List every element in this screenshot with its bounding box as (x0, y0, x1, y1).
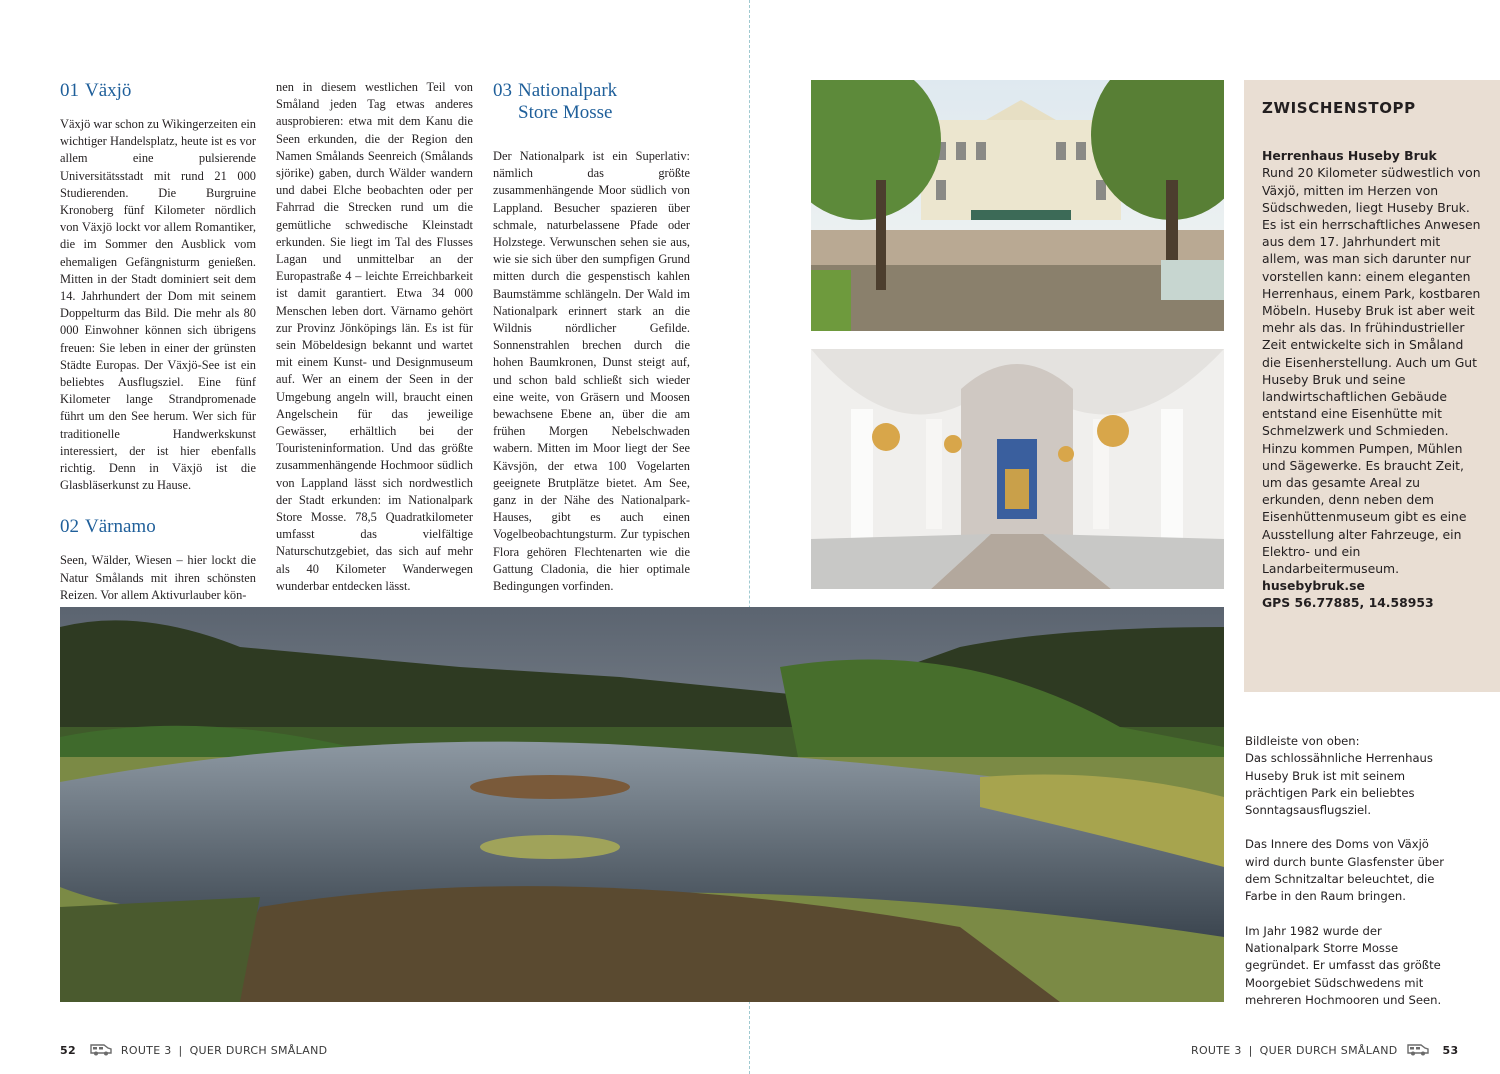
text-varnamo-start: Seen, Wälder, Wiesen – hier lockt die Natur Smålands mit ihren schönsten Reizen. Vor allem Aktivurlauber kön- (60, 553, 256, 602)
text-varnamo-cont: nen in diesem westlichen Teil von Småland jeden Tag etwas anderes ausprobieren: etwa mit dem Kanu die Seen erkunden, die der Region den Namen Smålands Seenreich (Smålands sjörike) gaben, durch Wälder wandern und dabei Elche beobachten oder per Fahrrad die Strecken rund um die gemütliche schwedische Kleinstadt erkunden. Sie liegt im Tal des Flusses Lagan und unmittelbar an der Europastraße 4 – leichte Erreichbarkeit ist damit garantiert. Etwa 34 000 Menschen leben dort. Värnamo gehört zur Provinz Jönköpings län. Es ist für sein Möbeldesign bekannt und wartet mit einem Kunst- und Designmuseum auf. Wer an einem der Seen in der Umgebung angeln will, braucht einen Angelschein für das jeweilige Gewässer, erhältlich bei der Touristeninformation. Und das größte zusammenhängende Hochmoor südlich von Lappland lässt sich nordwestlich der Stadt erkunden: im Nationalpark Store Mosse. 78,5 Quadratkilometer umfasst das vielfältige Naturschutzgebiet, das sich auf mehr als 40 Kilometer Wanderwegen wunderbar entdecken lässt. (276, 80, 473, 593)
zwischenstopp-gps: GPS 56.77885, 14.58953 (1262, 595, 1434, 611)
text-vaxjo: Växjö war schon zu Wikingerzeiten ein wichtiger Handelsplatz, heute ist es vor allem eine pulsierende Universitätsstadt mit rund 21 000 Studierenden. Die Burgruine Kronoberg fünf Kilometer nördlich von Växjö lockt vor allem Romantiker, die im Sommer den Ausblick vom ehemaligen Gefängnisturm genießen. Mitten in der Stadt dominiert seit dem 14. Jahrhundert der Dom mit seinem Doppelturm das Bild. Die mehr als 80 000 Einwohner können sich übrigens freuen: Sie leben in einer der grünsten Städte Europas. Der Växjö-See ist ein beliebtes Ausflugsziel. Eine fünf Kilometer lange Strandpromenade führt um den See herum. Wer sich für traditionelle Handwerkskunst interessiert, der ist hier ebenfalls richtig. Denn in Växjö ist die Glasbläserkunst zu Hause. (60, 117, 256, 493)
footer-separator: | (178, 1044, 183, 1057)
column-vaxjo (60, 80, 256, 604)
heading-varnamo (60, 516, 256, 538)
zwischenstopp-title: ZWISCHENSTOPP (1262, 99, 1416, 117)
page-number: 53 (1442, 1044, 1459, 1057)
camper-van-icon (90, 1042, 112, 1059)
page-number: 52 (60, 1044, 76, 1057)
heading-number: 02 (60, 516, 79, 538)
photo-cathedral-interior (811, 349, 1224, 589)
zwischenstopp-content (1262, 100, 1482, 612)
caption-manor: Das schlossähnliche Herrenhaus Huseby Bruk ist mit seinem prächtigen Park ein beliebtes Sonntagsausflugsziel. (1245, 751, 1433, 818)
footer-right (1191, 1042, 1458, 1059)
column-store-mosse (493, 80, 690, 595)
heading-title-line1: Nationalpark (518, 80, 618, 101)
footer-route: ROUTE 3 (1191, 1044, 1242, 1057)
heading-store-mosse (493, 80, 690, 124)
zwischenstopp-text: Rund 20 Kilometer südwestlich von Växjö, mitten im Herzen von Südschweden, liegt Huseby Bruk. Es ist ein herrschaftliches Anwesen aus dem 17. Jahrhundert mit allem, was man sich darunter nur vorstellen kann: einem eleganten Herrenhaus, einem Park, kostbaren Möbeln. Huseby Bruk ist aber weit mehr als das. In frühindustrieller Zeit entwickelte sich in Småland die Eisenherstellung. Auch um Gut Huseby Bruk und seine landwirtschaftlichen Gebäude entstand eine Eisenhütte mit Schmelzwerk und Schmieden. Hinzu kommen Pumpen, Mühlen und Sägewerke. Es braucht Zeit, um das gesamte Areal zu erkunden, denn neben dem Eisenhüttenmuseum gibt es eine Ausstellung alter Fahrzeuge, ein Elektro- und ein Landarbeitermuseum. (1262, 165, 1481, 577)
footer-title: QUER DURCH SMÅLAND (189, 1044, 328, 1057)
zwischenstopp-subtitle: Herrenhaus Huseby Bruk (1262, 148, 1437, 164)
camper-van-icon (1407, 1042, 1429, 1059)
heading-number: 03 (493, 80, 512, 101)
photo-store-mosse-landscape (60, 607, 1224, 1002)
footer-left (60, 1042, 327, 1059)
text-store-mosse: Der Nationalpark ist ein Superlativ: nämlich das größte zusammenhängende Moor südlich von Lappland. Besucher spazieren über schmale, naturbelassene Pfade oder Holzstege. Verwunschen sehen sie aus, wie sie sich über den sumpfigen Grund mitten durch die gespenstisch kahlen Baumstämme schlängeln. Der Wald im Nationalpark erinnert stark an die Wildnis nördlicher Gefilde. Sonnenstrahlen brechen durch die hohen Baumkronen, Dunst steigt auf, und schon bald schließt sich wieder eine weite, von Gräsern und Moosen bewachsene Ebene an, über die am frühen Morgen Nebelschwaden wabern. Mitten im Moor liegt der See Kävsjön, der etwa 100 Vogelarten geeignete Brutplätze bietet. Am See, ganz in der Nähe des Nationalpark-Hauses, gibt es auch einen Vogelbeobachtungsturm. Zur typischen Flora gehören Flechtenarten wie die Gattung Cladonia, die hier optimale Bedingungen vorfinden. (493, 149, 690, 594)
caption-intro: Bildleiste von oben: (1245, 734, 1360, 748)
heading-title: Värnamo (85, 516, 156, 538)
caption-block-1 (1245, 733, 1450, 819)
caption-cathedral: Das Innere des Doms von Växjö wird durch bunte Glasfenster über dem Schnitzaltar beleuchtet, die Farbe in den Raum bringen. (1245, 837, 1445, 904)
footer-title: QUER DURCH SMÅLAND (1259, 1044, 1398, 1057)
zwischenstopp-website[interactable]: husebybruk.se (1262, 578, 1365, 594)
footer-route: ROUTE 3 (120, 1044, 172, 1057)
heading-vaxjo (60, 80, 256, 102)
zwischenstopp-box (1244, 80, 1500, 692)
heading-title-line2: Store Mosse (518, 102, 613, 123)
photo-manor-house (811, 80, 1224, 331)
heading-number: 01 (60, 80, 79, 101)
caption-landscape: Im Jahr 1982 wurde der Nationalpark Storre Mosse gegründet. Er umfasst das größte Moorgebiet Südschwedens mit mehreren Hochmooren und Seen. (1245, 923, 1442, 1007)
footer-separator: | (1248, 1044, 1253, 1057)
photo-captions (1245, 733, 1450, 1026)
heading-title: Växjö (85, 80, 132, 101)
column-varnamo (276, 79, 473, 595)
